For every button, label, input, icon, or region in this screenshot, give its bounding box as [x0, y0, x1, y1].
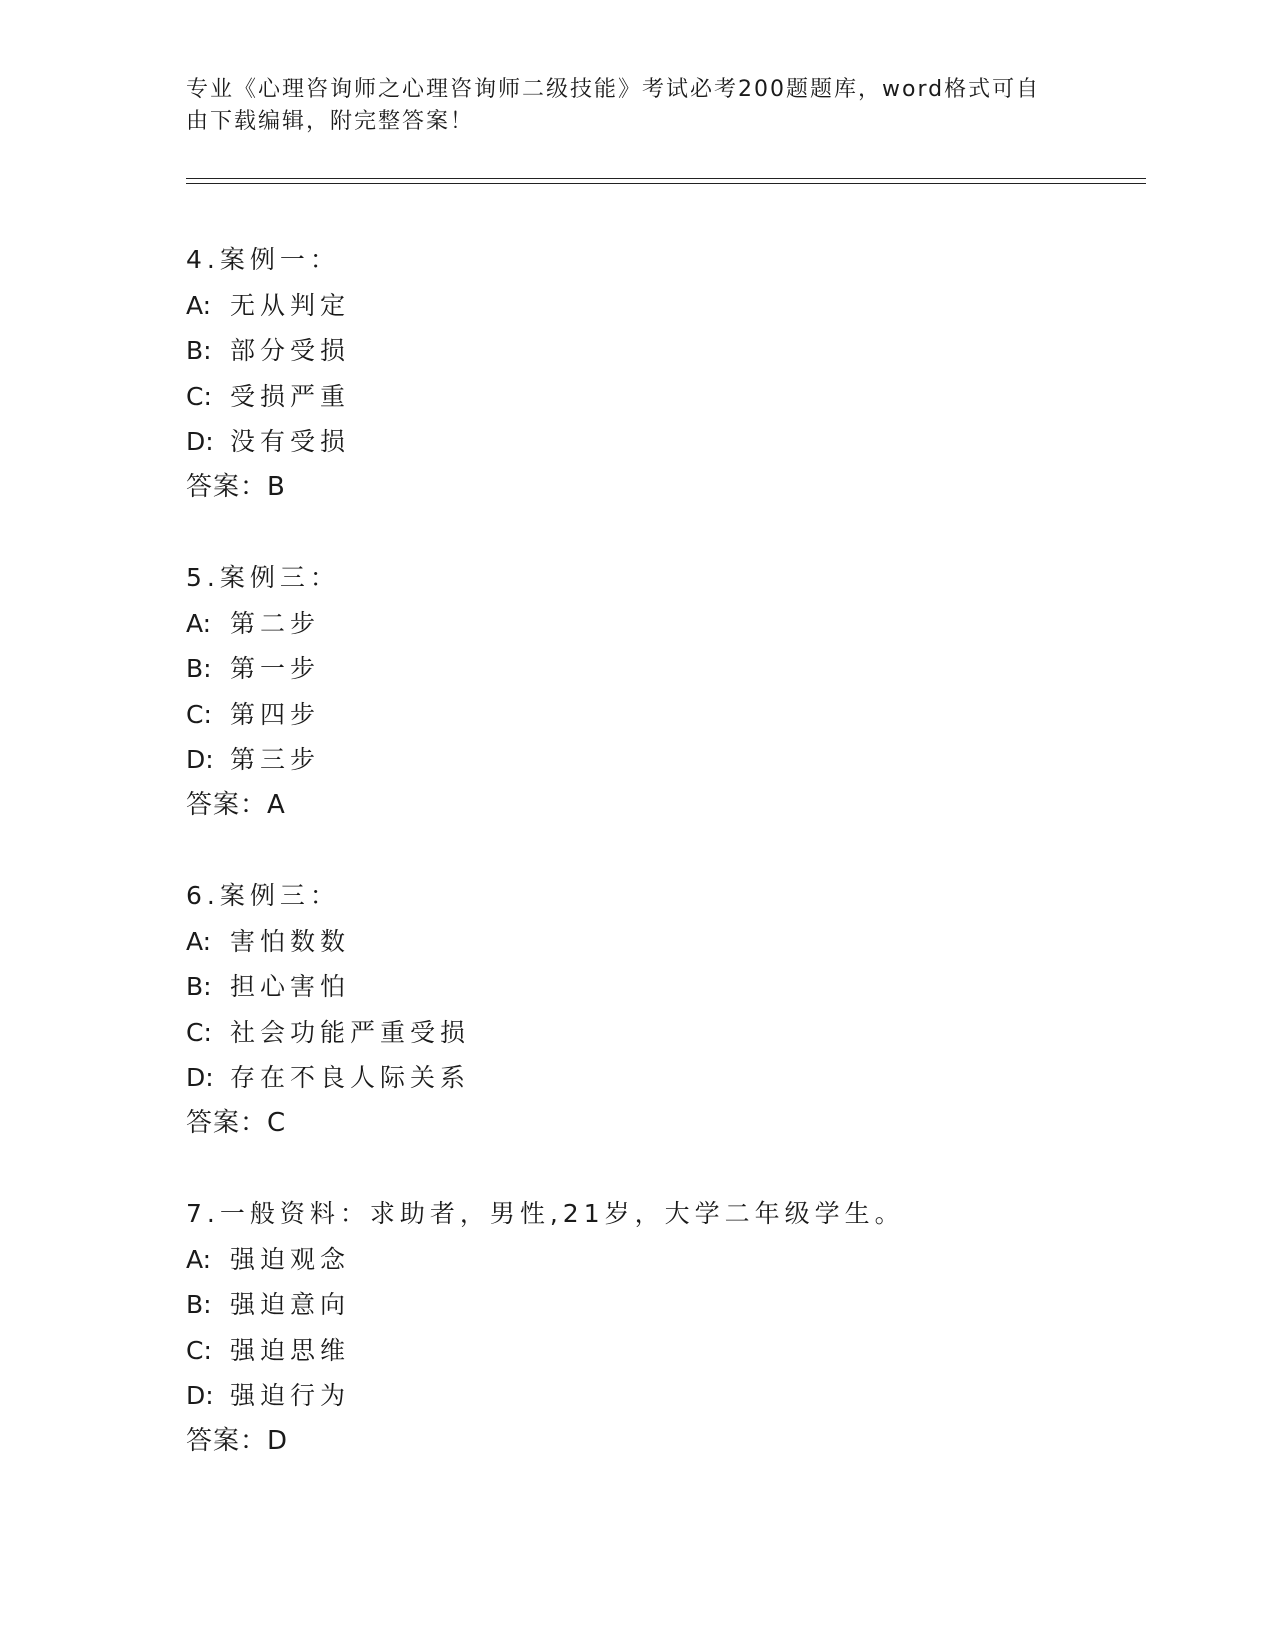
header-line-1: 专业《心理咨询师之心理咨询师二级技能》考试必考200题题库，word格式可自: [186, 77, 1041, 102]
option-text: 强迫观念: [230, 1244, 351, 1274]
option-d: [186, 1373, 1186, 1419]
option-b: [186, 646, 1186, 692]
option-c: [186, 374, 1186, 420]
option-b: [186, 964, 1186, 1010]
option-d: [186, 1055, 1186, 1101]
question-6: [186, 873, 1186, 1146]
question-4: [186, 237, 1186, 510]
option-c: [186, 1010, 1186, 1056]
option-text: 强迫行为: [230, 1381, 351, 1410]
answer-line: 答案：D: [186, 1425, 289, 1456]
option-letter: D:: [186, 1063, 214, 1092]
option-letter: B:: [186, 654, 212, 683]
option-letter: C:: [186, 699, 212, 729]
answer-line: 答案：C: [186, 1107, 287, 1138]
question-list: [186, 237, 1186, 1509]
option-letter: B:: [186, 1290, 212, 1319]
option-letter: A:: [186, 608, 212, 638]
option-letter: A:: [186, 926, 212, 956]
option-text: 社会功能严重受损: [230, 1017, 471, 1047]
answer-line: 答案：B: [186, 471, 286, 502]
option-b: [186, 328, 1186, 374]
header-line-2: 由下载编辑，附完整答案！: [186, 109, 475, 134]
option-text: 强迫意向: [230, 1290, 351, 1319]
option-text: 害怕数数: [230, 926, 351, 956]
question-stem: 5.案例三：: [186, 563, 340, 592]
option-d: [186, 737, 1186, 783]
option-text: 存在不良人际关系: [230, 1063, 471, 1092]
option-a: [186, 283, 1186, 329]
option-text: 担心害怕: [230, 972, 351, 1001]
question-stem: 4.案例一：: [186, 245, 340, 274]
option-c: [186, 1328, 1186, 1374]
option-a: [186, 919, 1186, 965]
option-letter: B:: [186, 336, 212, 365]
option-letter: D:: [186, 1381, 214, 1410]
option-text: 无从判定: [230, 290, 351, 320]
question-stem: 6.案例三：: [186, 881, 340, 910]
option-text: 第三步: [230, 745, 321, 774]
option-letter: C:: [186, 1335, 212, 1365]
option-letter: D:: [186, 745, 214, 774]
option-a: [186, 601, 1186, 647]
option-letter: C:: [186, 381, 212, 411]
option-b: [186, 1282, 1186, 1328]
option-c: [186, 692, 1186, 738]
option-text: 受损严重: [230, 381, 351, 411]
header-divider-bottom: [186, 183, 1146, 184]
question-stem: 7.一般资料：求助者，男性,21岁，大学二年级学生。: [186, 1199, 905, 1228]
document-header: [186, 74, 1066, 138]
answer-line: 答案：A: [186, 789, 286, 820]
option-letter: A:: [186, 1244, 212, 1274]
option-text: 第四步: [230, 699, 321, 729]
option-text: 第一步: [230, 654, 321, 683]
option-a: [186, 1237, 1186, 1283]
option-text: 没有受损: [230, 427, 351, 456]
question-7: [186, 1191, 1186, 1464]
option-text: 强迫思维: [230, 1335, 351, 1365]
option-letter: B:: [186, 972, 212, 1001]
option-letter: A:: [186, 290, 212, 320]
option-letter: D:: [186, 427, 214, 456]
option-d: [186, 419, 1186, 465]
option-text: 部分受损: [230, 336, 351, 365]
header-divider-top: [186, 178, 1146, 179]
option-letter: C:: [186, 1017, 212, 1047]
question-5: [186, 555, 1186, 828]
option-text: 第二步: [230, 608, 321, 638]
